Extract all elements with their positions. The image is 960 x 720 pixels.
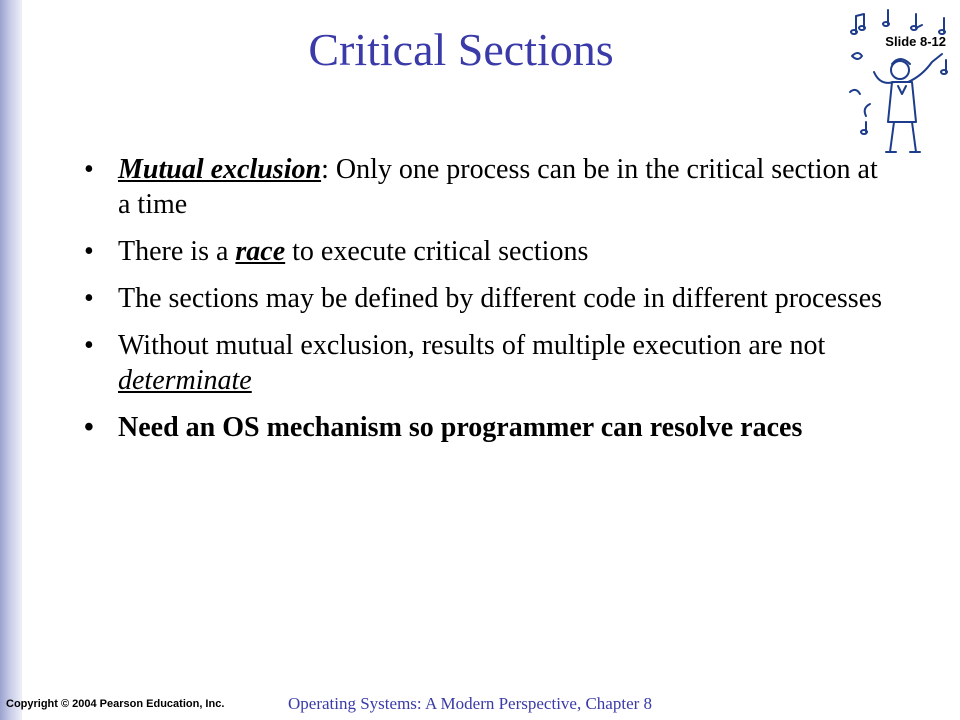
slide-number: Slide 8-12 xyxy=(885,34,946,49)
bullet-race xyxy=(84,234,884,269)
music-conductor-clipart-icon xyxy=(846,4,956,160)
bullet-text: The sections may be defined by different code in different processes xyxy=(118,283,883,314)
bullet-mutual-exclusion xyxy=(84,152,884,222)
bullet-text: : Only one process can be in the critical section at a time xyxy=(118,154,878,220)
bullet-text: to execute critical sections xyxy=(285,236,589,267)
slide-title: Critical Sections xyxy=(308,24,614,75)
bullet-emphasis: race xyxy=(235,236,286,267)
copyright-notice: Copyright © 2004 Pearson Education, Inc. xyxy=(6,698,225,710)
bullet-text: Without mutual exclusion, results of multiple execution are not xyxy=(118,330,826,361)
bullet-sections-defined xyxy=(84,281,884,316)
footer-text: Operating Systems: A Modern Perspective, Chapter 8 xyxy=(288,694,653,713)
left-decorative-bar xyxy=(0,0,22,720)
bullet-list xyxy=(84,152,884,457)
bullet-text: There is a xyxy=(118,236,236,267)
bullet-need-os-mechanism xyxy=(84,410,884,445)
bullet-lead-term: Mutual exclusion xyxy=(118,154,322,185)
bullet-without-mutual-exclusion xyxy=(84,328,884,398)
bullet-text: Need an OS mechanism so programmer can resolve races xyxy=(118,412,803,443)
bullet-emphasis: determinate xyxy=(118,365,252,396)
